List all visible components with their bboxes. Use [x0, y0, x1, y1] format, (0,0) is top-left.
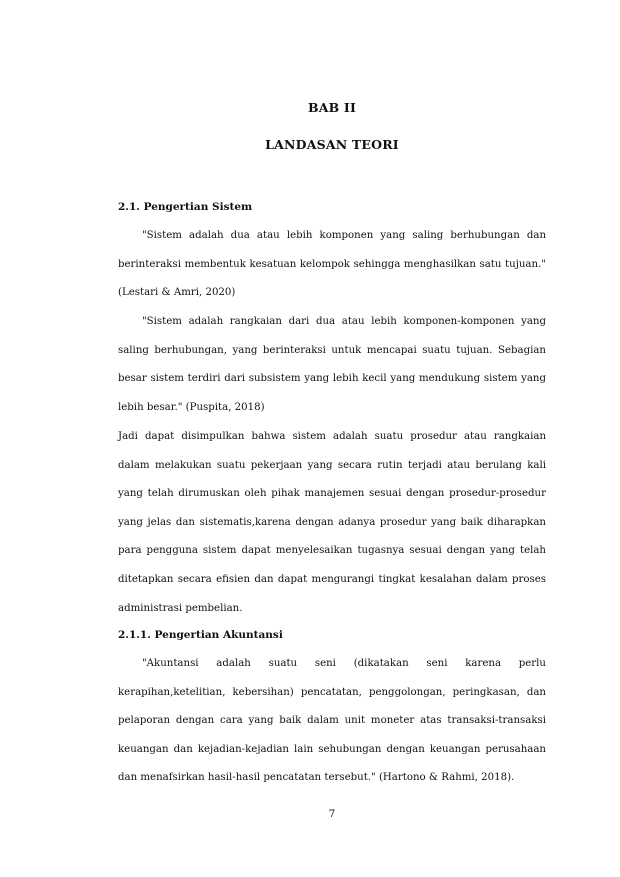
- quote-paragraph-puspita: "Sistem adalah rangkaian dari dua atau lebih komponen-komponen yang saling berhubungan, yang berinteraksi untuk mencapai suatu tujuan. Sebagian besar sistem terdiri dari subsistem yang lebih kecil yang mendukung sistem yang lebih besar." (Puspita, 2018): [118, 316, 546, 413]
- conclusion-paragraph: Jadi dapat disimpulkan bahwa sistem adalah suatu prosedur atau rangkaian dalam melakukan suatu pekerjaan yang secara rutin terjadi atau berulang kali yang telah dirumuskan oleh pihak manajemen sesuai dengan prosedur-prosedur yang jelas dan sistematis,karena dengan adanya prosedur yang baik diharapkan para pengguna sistem dapat menyelesaikan tugasnya sesuai dengan yang telah ditetapkan secara efisien dan dapat mengurangi tingkat kesalahan dalam proses administrasi pembelian.: [118, 431, 546, 614]
- section-heading-akuntansi: 2.1.1. Pengertian Akuntansi: [118, 629, 283, 641]
- page-number: 7: [328, 808, 336, 820]
- quote-paragraph-hartono: "Akuntansi adalah suatu seni (dikatakan seni karena perlu kerapihan,ketelitian, kebersihan) pencatatan, penggolongan, peringkasan, dan pelaporan dengan cara yang baik dalam unit moneter atas transaksi-transaksi keuangan dan kejadian-kejadian lain sehubungan dengan keuangan perusahaan dan menafsirkan hasil-hasil pencatatan tersebut." (Hartono & Rahmi, 2018).: [118, 658, 546, 784]
- chapter-label: BAB II: [307, 100, 357, 115]
- section-heading-sistem: 2.1. Pengertian Sistem: [118, 201, 253, 213]
- chapter-title: LANDASAN TEORI: [265, 137, 399, 152]
- quote-paragraph-lestari: "Sistem adalah dua atau lebih komponen yang saling berhubungan dan berinteraksi membentuk kesatuan kelompok sehingga menghasilkan satu tujuan." (Lestari & Amri, 2020): [118, 230, 546, 299]
